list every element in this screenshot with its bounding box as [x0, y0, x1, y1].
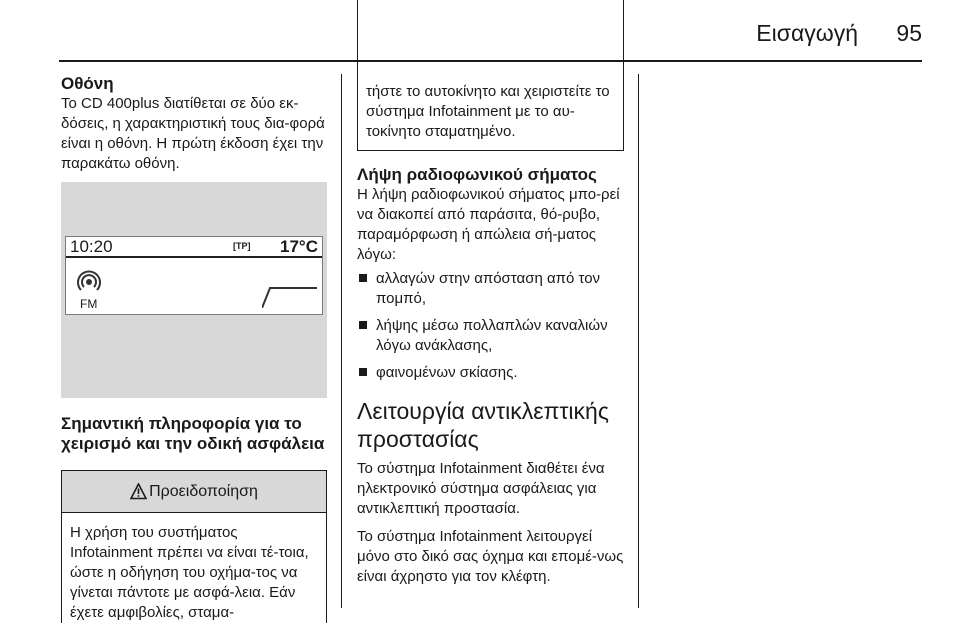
- warning-box: [61, 470, 327, 623]
- warning-continuation: τήστε το αυτοκίνητο και χειριστείτε το σύστημα Infotainment με το αυ-τοκίνητο σταματημένο.: [366, 83, 610, 140]
- reception-body: Η λήψη ραδιοφωνικού σήματος μπο-ρεί να διακοπεί από παράσιτα, θό-ρυβο, παραμόρφωση ή απώλεια σή-ματος λόγω:: [357, 186, 620, 263]
- column-divider: [341, 74, 342, 608]
- display-time: 10:20: [70, 237, 113, 256]
- antitheft-heading: Λειτουργία αντικλεπτικής προστασίας: [357, 398, 609, 452]
- warning-title: Προειδοποίηση: [149, 482, 258, 500]
- list-item: αλλαγών στην απόσταση από τον πομπό,: [357, 269, 624, 309]
- bullet-icon: [359, 321, 367, 329]
- display-screen: [65, 236, 323, 315]
- important-heading: Σημαντική πληροφορία για το χειρισμό και την οδική ασφάλεια: [61, 414, 325, 453]
- antitheft-body-2: Το σύστημα Infotainment λειτουργεί μόνο στο δικό σας όχημα και επομέ-νως είναι άχρηστο για τον κλέφτη.: [357, 528, 624, 585]
- reception-list: [357, 269, 624, 383]
- list-item: λήψης μέσω πολλαπλών καναλιών λόγω ανάκλασης,: [357, 316, 624, 356]
- warning-icon: [130, 483, 147, 500]
- display-figure: [61, 182, 327, 398]
- display-divider: [66, 256, 322, 258]
- bullet-icon: [359, 274, 367, 282]
- bullet-icon: [359, 368, 367, 376]
- display-temperature: 17°C: [280, 237, 318, 256]
- screen-body: Το CD 400plus διατίθεται σε δύο εκ-δόσεις, η χαρακτηριστική τους δια-φορά είναι η οθόνη. Η πρώτη έκδοση έχει την παρακάτω οθόνη.: [61, 95, 325, 172]
- reception-heading: Λήψη ραδιοφωνικού σήματος: [357, 165, 597, 184]
- signal-graphic: [262, 286, 317, 308]
- column-middle: [357, 74, 624, 587]
- warning-body: Η χρήση του συστήματος Infotainment πρέπει να είναι τέ-τοια, ώστε η οδήγηση του οχήμα-τος να γίνεται πάντοτε με ασφά-λεια. Εάν έχετε αμφιβολίες, σταμα-: [70, 524, 309, 621]
- list-item: φαινομένων σκίασης.: [357, 363, 624, 383]
- display-tp-indicator: [TP]: [233, 241, 251, 251]
- radio-icon: [76, 269, 102, 295]
- warning-header: [62, 471, 326, 513]
- screen-heading: Οθόνη: [61, 74, 114, 93]
- page-number: 95: [896, 20, 922, 46]
- display-source: FM: [80, 297, 98, 311]
- column-left: [61, 74, 327, 623]
- antitheft-body-1: Το σύστημα Infotainment διαθέτει ένα ηλεκτρονικό σύστημα ασφάλειας για αντικλεπτική προστασία.: [357, 460, 605, 517]
- warning-continuation-box: [357, 0, 624, 151]
- chapter-title: Εισαγωγή: [756, 20, 858, 46]
- column-divider-right: [638, 74, 639, 608]
